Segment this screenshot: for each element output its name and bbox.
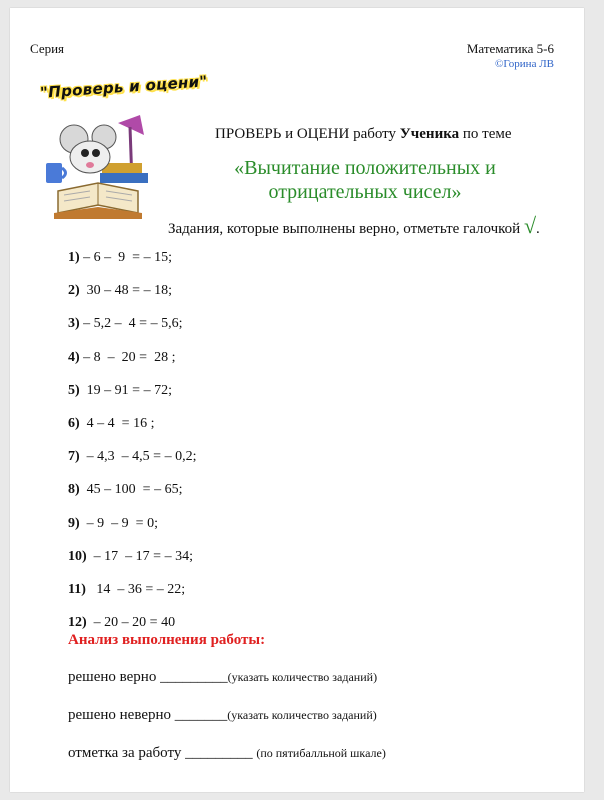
task-number: 12) (68, 615, 87, 631)
task-expression: – 5,2 – 4 = – 5,6; (79, 316, 183, 332)
header-right (467, 41, 554, 70)
task-number: 6) (68, 415, 80, 431)
grade-note: (по пятибалльной шкале) (256, 746, 386, 760)
task-expression: 4 – 4 = 16 ; (79, 415, 155, 431)
task-expression: – 8 – 20 = 28 ; (79, 349, 176, 365)
task-expression: – 4,3 – 4,5 = – 0,2; (79, 449, 197, 465)
task-number: 11) (68, 581, 86, 597)
banner-title: "Проверь и оцени" (39, 72, 209, 102)
task-expression: 45 – 100 = – 65; (79, 482, 183, 498)
task-item (68, 310, 196, 343)
correct-note: (указать количество заданий) (227, 670, 378, 684)
intro-text-before: ПРОВЕРЬ и ОЦЕНИ работу (215, 126, 400, 142)
task-item (68, 543, 196, 576)
task-expression: 30 – 48 = – 18; (79, 283, 172, 299)
task-expression: – 20 – 20 = 40 (86, 615, 176, 631)
topic-title (210, 156, 520, 204)
task-number: 8) (68, 482, 80, 498)
task-item (68, 410, 196, 443)
task-number: 5) (68, 382, 80, 398)
instruction-text: Задания, которые выполнены верно, отметьте галочкой (168, 221, 524, 237)
task-number: 10) (68, 548, 87, 564)
task-expression: – 17 – 17 = – 34; (86, 548, 193, 564)
grade-label: отметка за работу _________ (68, 745, 257, 761)
task-expression: 19 – 91 = – 72; (79, 382, 172, 398)
instruction-end: . (536, 221, 540, 237)
task-expression: – 9 – 9 = 0; (79, 515, 158, 531)
mouse-reading-book-icon (40, 113, 160, 225)
intro-line (215, 126, 512, 143)
wrong-note: (указать количество заданий) (227, 708, 377, 722)
task-number: 2) (68, 283, 80, 299)
wrong-count-line (68, 707, 377, 724)
topic-line-1: «Вычитание положительных и (234, 157, 496, 179)
task-number: 3) (68, 316, 80, 332)
intro-bold-word: Ученика (399, 126, 460, 142)
task-item (68, 443, 196, 476)
instruction-line (168, 213, 540, 239)
task-number: 9) (68, 515, 80, 531)
task-item (68, 277, 196, 310)
intro-text-after: по теме (459, 126, 512, 142)
task-number: 4) (68, 349, 80, 365)
task-item (68, 476, 196, 509)
task-number: 7) (68, 449, 80, 465)
task-item (68, 377, 196, 410)
task-expression: – 6 – 9 = – 15; (79, 250, 172, 265)
task-item (68, 576, 196, 609)
wrong-label: решено неверно _______ (68, 707, 228, 723)
correct-count-line (68, 669, 377, 686)
checkmark-icon: √ (523, 213, 537, 238)
analysis-title: Анализ выполнения работы: (68, 632, 266, 648)
grade-line (68, 745, 386, 762)
worksheet-page (10, 8, 584, 792)
task-item (68, 510, 196, 543)
series-label: Серия (30, 41, 65, 56)
task-number: 1) (68, 250, 80, 265)
task-expression: 14 – 36 = – 22; (85, 581, 186, 597)
task-list (68, 244, 196, 642)
copyright-label: ©Горина ЛВ (495, 58, 554, 70)
task-item (68, 244, 196, 277)
topic-line-2: отрицательных чисел» (268, 181, 462, 203)
subject-label: Математика 5-6 (466, 41, 554, 56)
correct-label: решено верно _________ (68, 669, 228, 685)
task-item (68, 344, 196, 377)
